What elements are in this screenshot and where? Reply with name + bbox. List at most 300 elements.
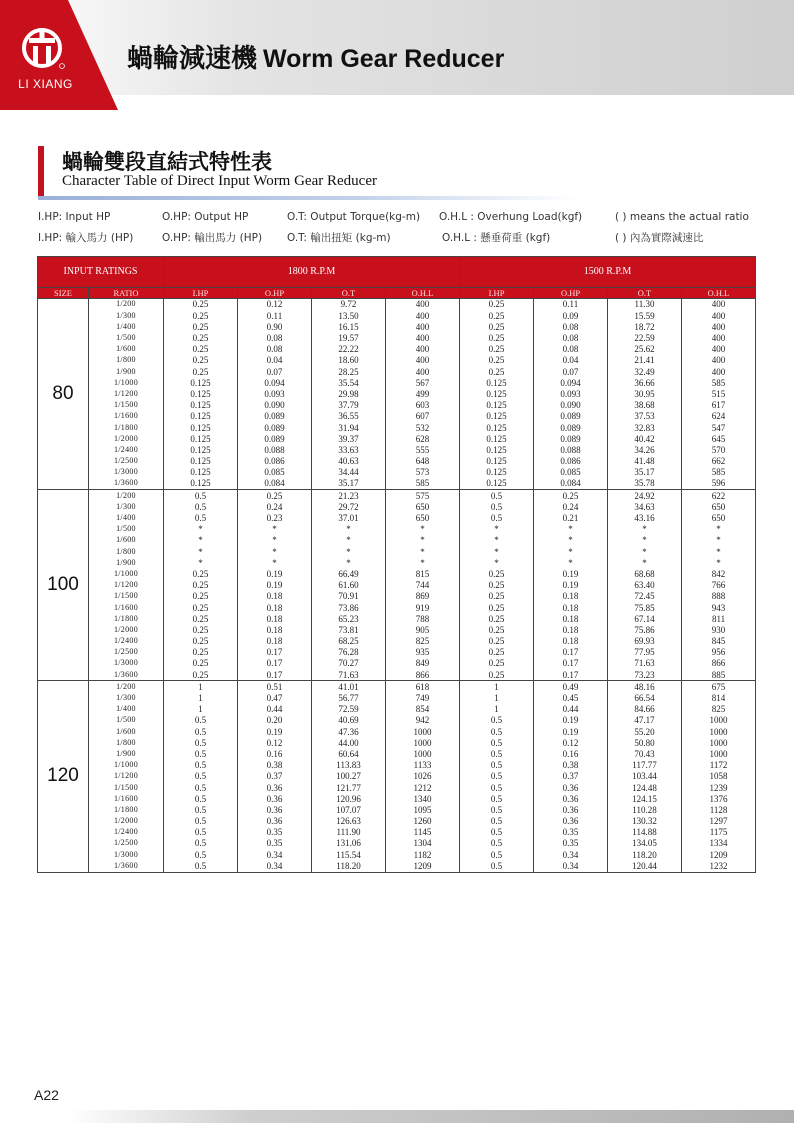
ohl-1800-cell: 788 [386, 613, 460, 624]
ohp-1500-cell: 0.17 [534, 658, 608, 669]
ot-1800-cell: * [312, 535, 386, 546]
ohp-1500-cell: 0.18 [534, 591, 608, 602]
ohl-1500-cell: 400 [682, 366, 756, 377]
ot-1500-cell: 24.92 [608, 490, 682, 502]
ohp-1500-cell: 0.18 [534, 636, 608, 647]
ohp-1800-cell: 0.19 [238, 569, 312, 580]
header-title-en: Worm Gear Reducer [263, 45, 505, 73]
col-header-ot-1500: O.T [608, 288, 682, 299]
ihp-1500-cell: 0.125 [460, 478, 534, 490]
ratio-cell: 1/1000 [89, 377, 164, 388]
rpm-1500-header: 1500 R.P.M [460, 257, 756, 288]
ohp-1500-cell: 0.17 [534, 647, 608, 658]
ot-1500-cell: * [608, 557, 682, 568]
ohp-1800-cell: 0.088 [238, 444, 312, 455]
ihp-1800-cell: 0.5 [164, 804, 238, 815]
ohp-1500-cell: * [534, 524, 608, 535]
ihp-1800-cell: 0.125 [164, 444, 238, 455]
ohp-1500-cell: * [534, 546, 608, 557]
ratio-cell: 1/1600 [89, 411, 164, 422]
table-row [38, 355, 756, 366]
ot-1500-cell: 15.59 [608, 310, 682, 321]
ihp-1800-cell: 1 [164, 693, 238, 704]
legend-ihp-en: I.HP: Input HP [38, 211, 111, 223]
table-row [38, 299, 756, 311]
ohl-1800-cell: 825 [386, 636, 460, 647]
ihp-1800-cell: 0.5 [164, 513, 238, 524]
col-header-ihp-1800: I.HP [164, 288, 238, 299]
ihp-1800-cell: 0.5 [164, 816, 238, 827]
ohl-1500-cell: 400 [682, 344, 756, 355]
ot-1500-cell: 34.26 [608, 444, 682, 455]
ratio-cell: 1/400 [89, 321, 164, 332]
ohp-1500-cell: 0.12 [534, 737, 608, 748]
ihp-1500-cell: 0.5 [460, 490, 534, 502]
ihp-1500-cell: 0.125 [460, 444, 534, 455]
ihp-1500-cell: * [460, 524, 534, 535]
ratio-cell: 1/200 [89, 299, 164, 311]
table-row [38, 569, 756, 580]
ot-1500-cell: 117.77 [608, 760, 682, 771]
ratio-cell: 1/1500 [89, 400, 164, 411]
ohl-1500-cell: 622 [682, 490, 756, 502]
ot-1800-cell: 16.15 [312, 321, 386, 332]
ot-1800-cell: * [312, 546, 386, 557]
ohp-1500-cell: 0.094 [534, 377, 608, 388]
ohp-1500-cell: 0.19 [534, 715, 608, 726]
ohp-1500-cell: 0.44 [534, 704, 608, 715]
ohp-1500-cell: 0.37 [534, 771, 608, 782]
ot-1500-cell: 124.15 [608, 793, 682, 804]
table-row [38, 422, 756, 433]
ohl-1500-cell: * [682, 557, 756, 568]
ohl-1500-cell: 662 [682, 456, 756, 467]
ohl-1500-cell: 811 [682, 613, 756, 624]
ihp-1800-cell: 0.25 [164, 591, 238, 602]
ratio-cell: 1/500 [89, 715, 164, 726]
ratio-cell: 1/1800 [89, 804, 164, 815]
ot-1800-cell: 37.79 [312, 400, 386, 411]
ohp-1800-cell: 0.089 [238, 422, 312, 433]
ohl-1500-cell: 624 [682, 411, 756, 422]
ihp-1800-cell: 0.25 [164, 636, 238, 647]
ohp-1500-cell: 0.25 [534, 490, 608, 502]
ratio-cell: 1/2500 [89, 647, 164, 658]
ot-1800-cell: 111.90 [312, 827, 386, 838]
ohl-1800-cell: 849 [386, 658, 460, 669]
ot-1800-cell: 34.44 [312, 467, 386, 478]
ohp-1800-cell: 0.38 [238, 760, 312, 771]
ohl-1800-cell: 866 [386, 669, 460, 681]
ihp-1800-cell: * [164, 535, 238, 546]
ohl-1500-cell: * [682, 535, 756, 546]
ratio-cell: 1/800 [89, 355, 164, 366]
ohp-1500-cell: 0.090 [534, 400, 608, 411]
ohp-1800-cell: 0.07 [238, 366, 312, 377]
ihp-1500-cell: 0.25 [460, 299, 534, 311]
ohl-1800-cell: 400 [386, 299, 460, 311]
ratio-cell: 1/1600 [89, 793, 164, 804]
ratio-cell: 1/3600 [89, 478, 164, 490]
input-ratings-header: INPUT RATINGS [38, 257, 164, 288]
ot-1500-cell: 18.72 [608, 321, 682, 332]
ot-1800-cell: 126.63 [312, 816, 386, 827]
table-row [38, 804, 756, 815]
ot-1500-cell: 30.95 [608, 389, 682, 400]
ohp-1500-cell: 0.085 [534, 467, 608, 478]
ihp-1800-cell: 0.25 [164, 669, 238, 681]
ohp-1500-cell: 0.35 [534, 827, 608, 838]
table-row [38, 501, 756, 512]
ot-1500-cell: 75.86 [608, 624, 682, 635]
ohp-1800-cell: 0.089 [238, 411, 312, 422]
ot-1800-cell: 73.81 [312, 624, 386, 635]
ihp-1500-cell: 0.25 [460, 333, 534, 344]
ihp-1800-cell: 0.25 [164, 321, 238, 332]
ohp-1500-cell: 0.35 [534, 838, 608, 849]
table-row [38, 557, 756, 568]
table-row [38, 749, 756, 760]
ratio-cell: 1/800 [89, 737, 164, 748]
col-header-ihp-1500: I.HP [460, 288, 534, 299]
ihp-1500-cell: 0.5 [460, 860, 534, 872]
table-row [38, 860, 756, 872]
ihp-1800-cell: 0.125 [164, 389, 238, 400]
ohl-1500-cell: 814 [682, 693, 756, 704]
ratio-cell: 1/2400 [89, 636, 164, 647]
ohl-1500-cell: 1297 [682, 816, 756, 827]
ohl-1500-cell: 596 [682, 478, 756, 490]
ohl-1800-cell: 573 [386, 467, 460, 478]
ohp-1500-cell: 0.45 [534, 693, 608, 704]
table-row [38, 816, 756, 827]
ohl-1800-cell: 1212 [386, 782, 460, 793]
ihp-1800-cell: 0.5 [164, 838, 238, 849]
ot-1500-cell: 40.42 [608, 433, 682, 444]
ohp-1500-cell: 0.36 [534, 782, 608, 793]
ihp-1800-cell: 0.25 [164, 310, 238, 321]
ihp-1500-cell: 0.125 [460, 433, 534, 444]
ot-1800-cell: 33.63 [312, 444, 386, 455]
ratio-cell: 1/2000 [89, 624, 164, 635]
ihp-1800-cell: 0.5 [164, 749, 238, 760]
ohl-1800-cell: 650 [386, 501, 460, 512]
ohp-1500-cell: 0.16 [534, 749, 608, 760]
ohl-1500-cell: * [682, 546, 756, 557]
ohp-1500-cell: 0.088 [534, 444, 608, 455]
ihp-1500-cell: 0.125 [460, 422, 534, 433]
ohl-1500-cell: 1376 [682, 793, 756, 804]
size-cell: 120 [38, 681, 89, 872]
ohl-1800-cell: 532 [386, 422, 460, 433]
table-row [38, 771, 756, 782]
ot-1500-cell: 134.05 [608, 838, 682, 849]
ohl-1800-cell: 650 [386, 513, 460, 524]
table-row [38, 467, 756, 478]
ihp-1500-cell: 0.5 [460, 726, 534, 737]
ihp-1800-cell: 0.5 [164, 860, 238, 872]
ohp-1800-cell: * [238, 535, 312, 546]
ihp-1500-cell: 0.25 [460, 569, 534, 580]
ihp-1800-cell: 0.5 [164, 782, 238, 793]
ot-1800-cell: 120.96 [312, 793, 386, 804]
ohl-1800-cell: 618 [386, 681, 460, 693]
ihp-1500-cell: 0.25 [460, 310, 534, 321]
legend-ohp-zh: O.HP: 輸出馬力 (HP) [162, 232, 263, 244]
ihp-1500-cell: 0.25 [460, 321, 534, 332]
ohl-1500-cell: 956 [682, 647, 756, 658]
ohp-1800-cell: 0.084 [238, 478, 312, 490]
table-row [38, 681, 756, 693]
ohl-1500-cell: 1000 [682, 715, 756, 726]
ohp-1800-cell: 0.34 [238, 860, 312, 872]
ohp-1800-cell: 0.08 [238, 344, 312, 355]
ihp-1500-cell: 1 [460, 681, 534, 693]
ohl-1800-cell: 648 [386, 456, 460, 467]
ot-1800-cell: * [312, 524, 386, 535]
ratio-cell: 1/2000 [89, 433, 164, 444]
ot-1800-cell: 70.27 [312, 658, 386, 669]
ohl-1800-cell: 400 [386, 310, 460, 321]
ohp-1500-cell: 0.08 [534, 321, 608, 332]
ihp-1800-cell: * [164, 546, 238, 557]
legend-ohp-en: O.HP: Output HP [162, 211, 249, 223]
ot-1500-cell: 118.20 [608, 849, 682, 860]
ihp-1500-cell: 0.5 [460, 737, 534, 748]
ohl-1800-cell: 499 [386, 389, 460, 400]
ot-1800-cell: 100.27 [312, 771, 386, 782]
ohl-1800-cell: 1209 [386, 860, 460, 872]
ratio-cell: 1/1000 [89, 760, 164, 771]
ohl-1500-cell: 885 [682, 669, 756, 681]
ohl-1800-cell: 1340 [386, 793, 460, 804]
ot-1800-cell: 65.23 [312, 613, 386, 624]
footer-bar [68, 1110, 794, 1123]
ihp-1500-cell: 0.25 [460, 344, 534, 355]
ihp-1800-cell: 0.125 [164, 400, 238, 411]
ot-1800-cell: 118.20 [312, 860, 386, 872]
table-row [38, 490, 756, 502]
ihp-1800-cell: 0.25 [164, 580, 238, 591]
ratio-cell: 1/400 [89, 704, 164, 715]
ohp-1800-cell: 0.25 [238, 490, 312, 502]
table-row [38, 647, 756, 658]
ohp-1500-cell: 0.21 [534, 513, 608, 524]
ohp-1800-cell: 0.36 [238, 782, 312, 793]
ohl-1500-cell: 1334 [682, 838, 756, 849]
ihp-1800-cell: 0.5 [164, 715, 238, 726]
ohl-1800-cell: * [386, 535, 460, 546]
table-row [38, 444, 756, 455]
ihp-1800-cell: 0.25 [164, 624, 238, 635]
ohp-1800-cell: 0.12 [238, 737, 312, 748]
ohl-1800-cell: 942 [386, 715, 460, 726]
ot-1500-cell: 73.23 [608, 669, 682, 681]
ot-1500-cell: 77.95 [608, 647, 682, 658]
ohp-1500-cell: 0.084 [534, 478, 608, 490]
ohp-1800-cell: 0.11 [238, 310, 312, 321]
ihp-1500-cell: 0.25 [460, 591, 534, 602]
ohp-1800-cell: 0.18 [238, 613, 312, 624]
ratio-cell: 1/800 [89, 546, 164, 557]
size-cell: 100 [38, 490, 89, 681]
ohl-1500-cell: 650 [682, 501, 756, 512]
ihp-1800-cell: 0.125 [164, 456, 238, 467]
ratio-cell: 1/500 [89, 333, 164, 344]
ihp-1500-cell: 0.5 [460, 838, 534, 849]
ot-1800-cell: 36.55 [312, 411, 386, 422]
table-row [38, 389, 756, 400]
ohl-1500-cell: 645 [682, 433, 756, 444]
ohp-1500-cell: 0.18 [534, 624, 608, 635]
ohl-1800-cell: 1260 [386, 816, 460, 827]
ohl-1800-cell: 1304 [386, 838, 460, 849]
ohl-1500-cell: 585 [682, 467, 756, 478]
ot-1800-cell: 40.63 [312, 456, 386, 467]
ohl-1800-cell: 585 [386, 478, 460, 490]
ot-1500-cell: 48.16 [608, 681, 682, 693]
ot-1500-cell: 75.85 [608, 602, 682, 613]
ratio-cell: 1/1600 [89, 602, 164, 613]
ot-1500-cell: 34.63 [608, 501, 682, 512]
ohl-1500-cell: 888 [682, 591, 756, 602]
ohp-1800-cell: 0.35 [238, 827, 312, 838]
ot-1800-cell: 28.25 [312, 366, 386, 377]
ot-1500-cell: 66.54 [608, 693, 682, 704]
ratio-cell: 1/1500 [89, 591, 164, 602]
table-row [38, 737, 756, 748]
ihp-1800-cell: 0.5 [164, 737, 238, 748]
ot-1800-cell: 13.50 [312, 310, 386, 321]
ihp-1800-cell: 0.5 [164, 760, 238, 771]
ohl-1500-cell: 866 [682, 658, 756, 669]
ohl-1800-cell: 567 [386, 377, 460, 388]
ot-1500-cell: 41.48 [608, 456, 682, 467]
ihp-1500-cell: 0.25 [460, 366, 534, 377]
ohp-1800-cell: 0.17 [238, 658, 312, 669]
ihp-1500-cell: 0.125 [460, 400, 534, 411]
ohp-1500-cell: 0.19 [534, 580, 608, 591]
ohl-1800-cell: 400 [386, 355, 460, 366]
ohl-1500-cell: 943 [682, 602, 756, 613]
ratio-cell: 1/2500 [89, 456, 164, 467]
table-row [38, 366, 756, 377]
ratio-cell: 1/600 [89, 344, 164, 355]
ihp-1500-cell: 0.25 [460, 624, 534, 635]
table-row [38, 456, 756, 467]
table-row [38, 602, 756, 613]
ot-1500-cell: 50.80 [608, 737, 682, 748]
table-row [38, 704, 756, 715]
ohp-1800-cell: 0.12 [238, 299, 312, 311]
page-header-title [127, 38, 504, 75]
col-header-ohl-1500: O.H.L [682, 288, 756, 299]
ot-1800-cell: 107.07 [312, 804, 386, 815]
ratio-cell: 1/600 [89, 726, 164, 737]
ohl-1800-cell: * [386, 546, 460, 557]
ot-1800-cell: 39.37 [312, 433, 386, 444]
legend-ihp-zh: I.HP: 輸入馬力 (HP) [38, 232, 134, 244]
table-row [38, 535, 756, 546]
ihp-1800-cell: 1 [164, 681, 238, 693]
ot-1800-cell: 68.25 [312, 636, 386, 647]
characteristic-table [37, 256, 756, 873]
ot-1500-cell: 114.88 [608, 827, 682, 838]
ihp-1800-cell: 0.125 [164, 377, 238, 388]
table-row [38, 580, 756, 591]
ohp-1800-cell: 0.37 [238, 771, 312, 782]
ohl-1800-cell: 400 [386, 321, 460, 332]
ot-1800-cell: 40.69 [312, 715, 386, 726]
ihp-1800-cell: 0.125 [164, 433, 238, 444]
ot-1800-cell: 56.77 [312, 693, 386, 704]
ihp-1500-cell: 0.125 [460, 411, 534, 422]
ohl-1500-cell: 1128 [682, 804, 756, 815]
ohl-1500-cell: 650 [682, 513, 756, 524]
ohl-1500-cell: 400 [682, 333, 756, 344]
ot-1800-cell: 37.01 [312, 513, 386, 524]
table-row [38, 636, 756, 647]
ohp-1800-cell: 0.04 [238, 355, 312, 366]
ot-1500-cell: 35.78 [608, 478, 682, 490]
rpm-1800-header: 1800 R.P.M [164, 257, 460, 288]
ohp-1500-cell: 0.07 [534, 366, 608, 377]
ohl-1500-cell: * [682, 524, 756, 535]
ohp-1500-cell: 0.08 [534, 344, 608, 355]
ohp-1500-cell: 0.11 [534, 299, 608, 311]
section-underline [38, 196, 578, 200]
ohp-1500-cell: 0.089 [534, 411, 608, 422]
ohp-1800-cell: 0.18 [238, 602, 312, 613]
ohp-1800-cell: 0.094 [238, 377, 312, 388]
ihp-1500-cell: 0.5 [460, 827, 534, 838]
ihp-1800-cell: 0.5 [164, 849, 238, 860]
ohp-1800-cell: 0.16 [238, 749, 312, 760]
ratio-cell: 1/3000 [89, 658, 164, 669]
ohp-1800-cell: * [238, 546, 312, 557]
table-row [38, 524, 756, 535]
ihp-1800-cell: * [164, 524, 238, 535]
ohp-1500-cell: 0.19 [534, 726, 608, 737]
ratio-cell: 1/1200 [89, 389, 164, 400]
ohp-1500-cell: 0.19 [534, 569, 608, 580]
ohp-1500-cell: 0.36 [534, 793, 608, 804]
ohp-1800-cell: 0.08 [238, 333, 312, 344]
ratio-cell: 1/900 [89, 749, 164, 760]
ohl-1800-cell: 1000 [386, 749, 460, 760]
ratio-cell: 1/1200 [89, 580, 164, 591]
ot-1500-cell: 72.45 [608, 591, 682, 602]
ot-1500-cell: 84.66 [608, 704, 682, 715]
ot-1800-cell: 131.06 [312, 838, 386, 849]
ohl-1500-cell: 1000 [682, 737, 756, 748]
ratio-cell: 1/1200 [89, 771, 164, 782]
ohl-1800-cell: 400 [386, 333, 460, 344]
ot-1800-cell: 47.36 [312, 726, 386, 737]
section-title-en: Character Table of Direct Input Worm Gear Reducer [62, 173, 377, 189]
col-header-size: SIZE [38, 288, 89, 299]
ohp-1500-cell: * [534, 557, 608, 568]
ohp-1500-cell: 0.49 [534, 681, 608, 693]
ihp-1500-cell: 0.25 [460, 636, 534, 647]
ot-1500-cell: * [608, 546, 682, 557]
ohl-1800-cell: * [386, 524, 460, 535]
ihp-1500-cell: 0.25 [460, 647, 534, 658]
col-header-ot-1800: O.T [312, 288, 386, 299]
ohl-1500-cell: 930 [682, 624, 756, 635]
ot-1800-cell: 121.77 [312, 782, 386, 793]
ihp-1500-cell: 0.5 [460, 715, 534, 726]
